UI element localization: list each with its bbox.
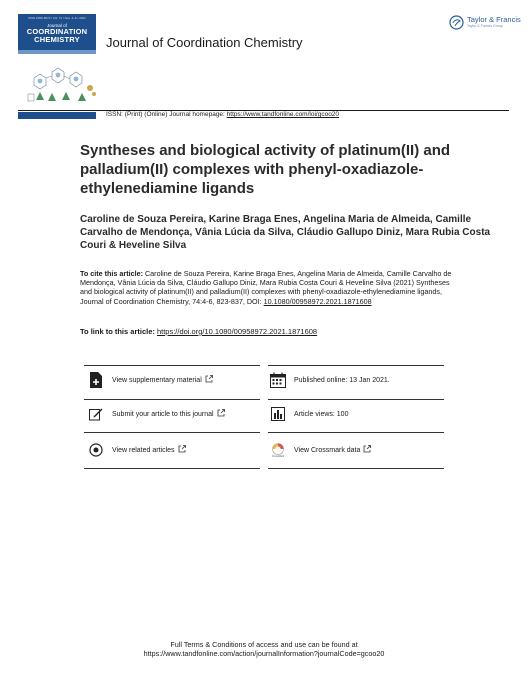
grid-row2-line-left	[84, 432, 260, 433]
cover-graphic-image	[26, 64, 102, 104]
journal-cover-thumbnail	[18, 14, 96, 54]
external-link-icon	[217, 409, 225, 419]
publisher-tagline: Taylor & Francis Group	[467, 24, 503, 28]
crossmark-link[interactable]	[270, 436, 442, 464]
crossmark-badge-text: CrossMark	[271, 454, 285, 458]
external-link-icon	[363, 445, 371, 455]
publisher-logo[interactable]	[449, 14, 528, 36]
search-magnifier-icon	[88, 442, 104, 458]
external-link-icon	[178, 445, 186, 455]
citation-text: Caroline de Souza Pereira, Karine Braga Enes, Angelina Maria de Almeida, Camille Carvalho de Mendonça, Vânia Lúcia da Silva, Cláudio Gallupo Diniz, Mara Rubia Costa Couri & Heveline Silva (2021) Syntheses and biological activity of platinum(II) and palladium(II) complexes with phenyl-oxadiazole-ethylenediamine ligands, Journal of Coordination Chemistry, 74:4-6, 823-837, DOI:	[80, 269, 452, 306]
crossmark-label: View Crossmark data	[294, 446, 361, 454]
journal-homepage-link[interactable]: https://www.tandfonline.com/loi/gcoo20	[226, 111, 340, 118]
grid-row2-line-right	[268, 432, 444, 433]
calendar-icon	[270, 372, 286, 388]
add-document-icon	[88, 372, 104, 388]
published-online-text: Published online: 13 Jan 2021.	[294, 376, 390, 384]
issn-homepage-line	[106, 111, 339, 118]
citation-doi-link[interactable]: 10.1080/00958972.2021.1871608	[263, 296, 372, 306]
cover-line-2: COORDINATION	[26, 27, 88, 36]
issn-label: ISSN: (Print) (Online) Journal homepage:	[106, 111, 227, 118]
footer	[0, 640, 528, 658]
submit-article-label: Submit your article to this journal	[112, 410, 214, 418]
citation-block	[80, 269, 460, 306]
footer-terms-line: Full Terms & Conditions of access and use can be found at	[170, 640, 358, 649]
cover-line-3: CHEMISTRY	[34, 35, 80, 44]
crossmark-icon	[270, 442, 286, 458]
article-link-row	[80, 327, 317, 336]
edit-pencil-icon	[88, 406, 104, 422]
bar-chart-icon	[270, 406, 286, 422]
external-link-icon	[205, 375, 213, 385]
grid-bottom-line-right	[268, 468, 444, 469]
article-doi-link[interactable]: https://doi.org/10.1080/00958972.2021.1871608	[156, 327, 318, 336]
citation-label: To cite this article:	[80, 269, 143, 278]
author-list: Caroline de Souza Pereira, Karine Braga Enes, Angelina Maria de Almeida, Camille Carvalho de Mendonça, Vânia Lúcia da Silva, Cláudio Gallupo Diniz, Mara Rubia Costa Couri & Heveline Silva	[80, 214, 491, 251]
cover-line-1: Journal of	[47, 23, 67, 28]
related-articles-label: View related articles	[112, 446, 175, 454]
article-link-label: To link to this article:	[80, 327, 157, 336]
publisher-logo-icon	[449, 15, 464, 30]
cover-strip	[18, 50, 96, 54]
article-views-info	[270, 400, 442, 428]
cover-small-text: ISSN 0095-8972 / Vol. 74 / Nos. 4–6 / 2021	[28, 16, 86, 20]
issn-color-bar	[18, 112, 96, 119]
article-title: Syntheses and biological activity of platinum(II) and palladium(II) complexes with phenyl-oxadiazole-ethylenediamine ligands	[80, 142, 451, 197]
related-articles-link[interactable]	[88, 436, 258, 464]
published-online-info	[270, 366, 442, 394]
grid-bottom-line-left	[84, 468, 260, 469]
footer-terms-link[interactable]: https://www.tandfonline.com/action/journalInformation?journalCode=gcoo20	[143, 649, 385, 658]
supplementary-label: View supplementary material	[112, 376, 202, 384]
journal-title: Journal of Coordination Chemistry	[106, 35, 303, 50]
submit-article-link[interactable]	[88, 400, 258, 428]
supplementary-material-link[interactable]	[88, 366, 258, 394]
article-views-text: Article views: 100	[294, 410, 349, 418]
publisher-name: Taylor & Francis	[467, 15, 521, 24]
